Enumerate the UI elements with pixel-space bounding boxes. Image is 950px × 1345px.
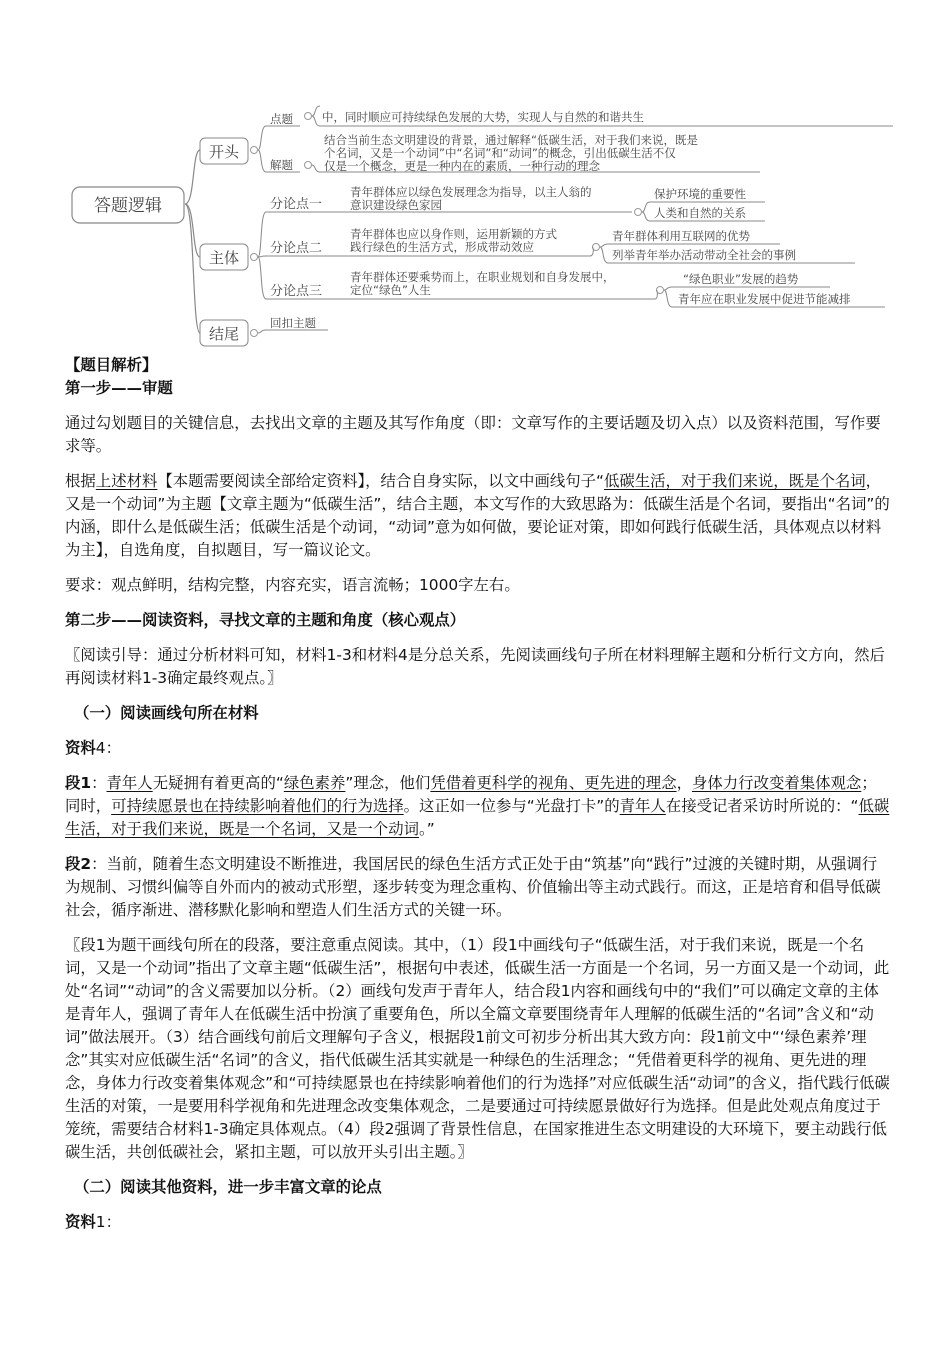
doc-title: 【题目解析】 bbox=[65, 356, 158, 374]
reading-guide: 〖阅读引导：通过分析材料可知，材料1-3和材料4是分总关系，先阅读画线句子所在材料理解主题和分析行文方向，然后再阅读材料1-3确定最终观点。〗 bbox=[65, 646, 885, 687]
mm-jieti-line1: 结合当前生态文明建设的背景，通过解释“低碳生活，对于我们来说，既是 bbox=[324, 133, 698, 147]
mm-end: 结尾 bbox=[208, 325, 240, 343]
text-run: ；同时， bbox=[65, 774, 877, 815]
resource-4-label bbox=[65, 737, 891, 760]
resource-1-label bbox=[65, 1211, 891, 1234]
mm-p1-leaf1: 保护环境的重要性 bbox=[654, 187, 746, 201]
underlined-text: 低碳生活，对于我们来说，既是一个名词，又是一个动词 bbox=[65, 797, 890, 838]
text-run: 在接受记者采访时所说的：“ bbox=[665, 797, 859, 815]
mm-p1-leaf2: 人类和自然的关系 bbox=[654, 206, 746, 220]
mm-p2-label: 分论点二 bbox=[270, 241, 323, 256]
underlined-text: 青年人 bbox=[106, 774, 153, 792]
text-run: ：当前，随着生态文明建设不断推进，我国居民的绿色生活方式正处于由“筑基”向“践行”过渡的关键时期，从强调行为规制、习惯纠偏等自外而内的被动式形塑，逐步转变为理念重构、价值输出等主动式践行。而这，正是培育和倡导低碳社会，循序渐进、潜移默化影响和塑造人们生活方式的关键一环。 bbox=[65, 855, 881, 919]
underlined-text: 可持续愿景也在持续影响着他们的行为选择 bbox=[111, 797, 404, 815]
text-run: 1： bbox=[95, 1213, 121, 1231]
mm-open: 开头 bbox=[208, 143, 240, 161]
mm-body: 主体 bbox=[208, 249, 240, 267]
text-run: 资料 bbox=[65, 1213, 96, 1231]
step1-intro: 通过勾划题目的关键信息，去找出文章的主题及其写作角度（即：文章写作的主要话题及切入点）以及资料范围，写作要求等。 bbox=[65, 414, 881, 455]
mm-cut-text: 中，同时顺应可持续绿色发展的大势，实现人与自然的和谐共生 bbox=[322, 110, 644, 124]
step1-paragraph bbox=[65, 470, 891, 562]
text-run: ”理念，他们 bbox=[345, 774, 431, 792]
mm-p2-line2: 践行绿色的生活方式，形成带动效应 bbox=[350, 240, 534, 254]
underlined-text: 低碳生活，对于我们来说，既是个名词 bbox=[603, 472, 866, 490]
mm-p2-leaf2: 列举青年举办活动带动全社会的事例 bbox=[612, 248, 796, 262]
step2-heading: 第二步——阅读资料，寻找文章的主题和角度（核心观点） bbox=[65, 611, 466, 629]
mm-p2-line1: 青年群体也应以身作则，运用新颖的方式 bbox=[350, 227, 557, 241]
mm-p2-leaf1: 青年群体利用互联网的优势 bbox=[612, 229, 750, 243]
mm-jieti-line2: 个名词，又是一个动词”中“名词”和“动词”的概念，引出低碳生活不仅 bbox=[324, 146, 676, 160]
text-run: ， bbox=[676, 774, 692, 792]
paragraph-2 bbox=[65, 853, 891, 922]
underlined-text: 绿色素养 bbox=[283, 774, 346, 792]
underlined-text: 凭借着更科学的视角、更先进的理念 bbox=[430, 774, 677, 792]
mm-p3-label: 分论点三 bbox=[270, 284, 323, 299]
text-run: 资料 bbox=[65, 739, 96, 757]
para-label: 段1 bbox=[65, 774, 92, 792]
underlined-text: 上述材料 bbox=[95, 472, 158, 490]
mm-open-sub2: 解题 bbox=[270, 158, 293, 172]
underlined-text: 身体力行改变着集体观念 bbox=[692, 774, 862, 792]
mm-p3-line2: 定位“绿色”人生 bbox=[350, 283, 431, 297]
analysis-note: 〖段1为题干画线句所在的段落，要注意重点阅读。其中，（1）段1中画线句子“低碳生活，对于我们来说，既是一个名词，又是一个动词”指出了文章主题“低碳生活”，根据句中表述，低碳生活一方面是一个名词，另一方面又是一个动词，此处“名词”“动词”的含义需要加以分析。（2）画线句发声于青年人，结合段1内容和画线句中的“我们”可以确定文章的主体是青年人，强调了青年人在低碳生活中扮演了重要角色，所以全篇文章要围绕青年人理解的低碳生活的“名词”含义和“动词”做法展开。（3）结合画线句前后文理解句子含义，根据段1前文可初步分析出其大致方向：段1前文中“‘绿色素养’理念”其实对应低碳生活“名词”的含义，指代低碳生活其实就是一种绿色的生活理念；“凭借着更科学的视角、更先进的理念，身体力行改变着集体观念”和“可持续愿景也在持续影响着他们的行为选择”对应低碳生活“动词”的含义，指代践行低碳生活的对策，一是要用科学视角和先进理念改变集体观念，二是要通过可持续愿景做好行为选择。但是此处观点角度过于笼统，需要结合材料1-3确定具体观点。（4）段2强调了背景性信息，在国家推进生态文明建设的大环境下，要主动践行低碳生活，共创低碳社会，紧扣主题，可以放开头引出主题。〗 bbox=[65, 936, 890, 1161]
text-run: 根据 bbox=[65, 472, 96, 490]
analysis-document bbox=[65, 354, 891, 1234]
mm-p1-label: 分论点一 bbox=[270, 197, 323, 212]
sub2-heading: （二）阅读其他资料，进一步丰富文章的论点 bbox=[74, 1178, 382, 1196]
mm-p1-line2: 意识建设绿色家园 bbox=[350, 198, 442, 212]
text-run: 【本题需要阅读全部给定资料】，结合自身实际，以文中画线句子“ bbox=[157, 472, 604, 490]
mind-map bbox=[0, 0, 950, 350]
text-run: 。这正如一位参与“光盘打卡”的 bbox=[403, 797, 620, 815]
requirement: 要求：观点鲜明，结构完整，内容充实，语言流畅；1000字左右。 bbox=[65, 576, 520, 594]
mm-p3-line1: 青年群体还要乘势而上，在职业规划和自身发展中， bbox=[350, 270, 615, 284]
mm-p3-leaf1: “绿色职业”发展的趋势 bbox=[683, 272, 799, 286]
step1-heading: 第一步——审题 bbox=[65, 379, 173, 397]
para-label: 段2 bbox=[65, 855, 92, 873]
mm-open-sub1: 点题 bbox=[270, 112, 293, 126]
underlined-text: 青年人 bbox=[619, 797, 666, 815]
mm-p3-leaf2: 青年应在职业发展中促进节能减排 bbox=[678, 292, 851, 306]
mm-p1-line1: 青年群体应以绿色发展理念为指导，以主人翁的 bbox=[350, 185, 592, 199]
text-run: ，又是一个动词”为主题【文章主题为“低碳生活”，结合主题，本文写作的大致思路为：低碳生活是个名词，要指出“名词”的内涵，即什么是低碳生活；低碳生活是个动词，“动词”意为如何做，要论证对策，即如何践行低碳生活，具体观点以材料为主】，自选角度，自拟题目，写一篇议论文。 bbox=[65, 472, 890, 559]
text-run: 。” bbox=[419, 820, 435, 838]
text-run: 4： bbox=[95, 739, 121, 757]
text-run: 无疑拥有着更高的“ bbox=[152, 774, 284, 792]
paragraph-1 bbox=[65, 772, 891, 841]
sub1-heading: （一）阅读画线句所在材料 bbox=[74, 704, 259, 722]
mm-end-sub: 回扣主题 bbox=[270, 316, 316, 330]
mm-root: 答题逻辑 bbox=[94, 196, 162, 216]
mm-jieti-line3: 仅是一个概念，更是一种内在的素质，一种行动的理念 bbox=[324, 159, 600, 173]
text-run: ： bbox=[91, 774, 107, 792]
